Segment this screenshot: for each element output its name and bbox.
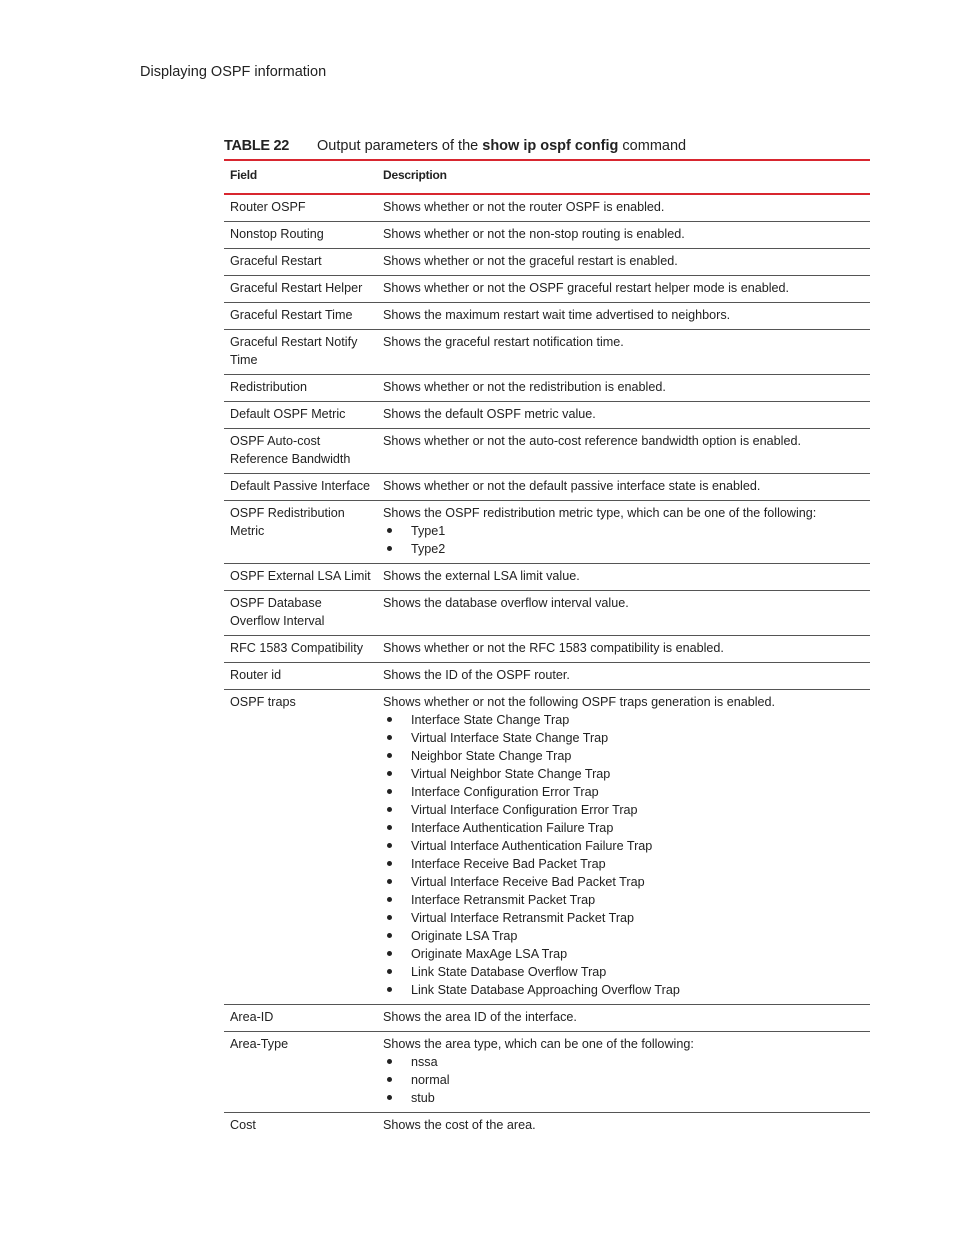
description-cell: [377, 375, 870, 402]
field-cell: Default OSPF Metric: [224, 402, 377, 429]
table-row: [224, 276, 870, 303]
table-row: [224, 474, 870, 501]
table-row: [224, 690, 870, 1005]
table-title-command: show ip ospf config: [482, 138, 619, 154]
bullet-item: Virtual Interface Configuration Error Trap: [383, 801, 864, 819]
description-text: Shows whether or not the non-stop routing is enabled.: [383, 227, 685, 241]
field-cell: OSPF Database Overflow Interval: [224, 591, 377, 636]
table-row: [224, 591, 870, 636]
description-text: Shows whether or not the redistribution is enabled.: [383, 380, 666, 394]
field-cell: Default Passive Interface: [224, 474, 377, 501]
description-cell: [377, 303, 870, 330]
bullet-item: Virtual Interface Authentication Failure Trap: [383, 837, 864, 855]
description-text: Shows whether or not the following OSPF traps generation is enabled.: [383, 695, 776, 709]
field-cell: Nonstop Routing: [224, 222, 377, 249]
description-text: Shows the area ID of the interface.: [383, 1010, 577, 1024]
bullet-item: Neighbor State Change Trap: [383, 747, 864, 765]
bullet-item: Interface Retransmit Packet Trap: [383, 891, 864, 909]
field-cell: Redistribution: [224, 375, 377, 402]
bullet-item: nssa: [383, 1053, 864, 1071]
field-cell: Graceful Restart Time: [224, 303, 377, 330]
bullet-item: Link State Database Overflow Trap: [383, 963, 864, 981]
field-cell: Graceful Restart Helper: [224, 276, 377, 303]
table-caption: [224, 138, 686, 154]
description-cell: [377, 429, 870, 474]
bullet-item: Virtual Interface Retransmit Packet Trap: [383, 909, 864, 927]
field-cell: Area-Type: [224, 1032, 377, 1113]
description-cell: [377, 474, 870, 501]
description-cell: [377, 222, 870, 249]
table-row: [224, 501, 870, 564]
table-header-row: [224, 160, 870, 194]
bullet-item: Interface Authentication Failure Trap: [383, 819, 864, 837]
description-cell: [377, 663, 870, 690]
description-text: Shows whether or not the RFC 1583 compatibility is enabled.: [383, 641, 724, 655]
description-cell: [377, 249, 870, 276]
column-header-description: Description: [377, 160, 870, 194]
bullet-item: Interface State Change Trap: [383, 711, 864, 729]
table-row: [224, 1113, 870, 1140]
description-text: Shows the area type, which can be one of the following:: [383, 1037, 694, 1051]
table-row: [224, 249, 870, 276]
field-cell: OSPF Redistribution Metric: [224, 501, 377, 564]
field-cell: OSPF Auto-cost Reference Bandwidth: [224, 429, 377, 474]
description-cell: [377, 1005, 870, 1032]
description-text: Shows the maximum restart wait time advertised to neighbors.: [383, 308, 731, 322]
description-text: Shows whether or not the OSPF graceful restart helper mode is enabled.: [383, 281, 790, 295]
description-cell: [377, 501, 870, 564]
table-title: [317, 138, 686, 154]
bullet-list: [383, 711, 864, 999]
description-text: Shows the OSPF redistribution metric type, which can be one of the following:: [383, 506, 817, 520]
description-cell: [377, 690, 870, 1005]
bullet-item: Originate MaxAge LSA Trap: [383, 945, 864, 963]
description-text: Shows the default OSPF metric value.: [383, 407, 596, 421]
table-row: [224, 194, 870, 222]
bullet-item: Interface Configuration Error Trap: [383, 783, 864, 801]
description-cell: [377, 194, 870, 222]
bullet-list: [383, 1053, 864, 1107]
description-cell: [377, 330, 870, 375]
bullet-item: stub: [383, 1089, 864, 1107]
description-text: Shows whether or not the graceful restart is enabled.: [383, 254, 678, 268]
description-cell: [377, 276, 870, 303]
table-title-post: command: [622, 138, 687, 154]
bullet-item: Interface Receive Bad Packet Trap: [383, 855, 864, 873]
description-text: Shows the ID of the OSPF router.: [383, 668, 570, 682]
field-cell: Graceful Restart: [224, 249, 377, 276]
bullet-item: normal: [383, 1071, 864, 1089]
running-head: Displaying OSPF information: [140, 64, 327, 80]
table-title-pre: Output parameters of the: [317, 138, 479, 154]
field-cell: Graceful Restart Notify Time: [224, 330, 377, 375]
field-cell: Router id: [224, 663, 377, 690]
table-row: [224, 1032, 870, 1113]
field-cell: Router OSPF: [224, 194, 377, 222]
table-row: [224, 330, 870, 375]
bullet-item: Virtual Neighbor State Change Trap: [383, 765, 864, 783]
field-cell: Area-ID: [224, 1005, 377, 1032]
field-cell: OSPF External LSA Limit: [224, 564, 377, 591]
description-text: Shows whether or not the router OSPF is enabled.: [383, 200, 665, 214]
table-row: [224, 402, 870, 429]
description-cell: [377, 1113, 870, 1140]
table-row: [224, 429, 870, 474]
table-row: [224, 375, 870, 402]
table-row: [224, 303, 870, 330]
bullet-item: Originate LSA Trap: [383, 927, 864, 945]
bullet-list: [383, 522, 864, 558]
description-text: Shows the graceful restart notification time.: [383, 335, 624, 349]
table-row: [224, 564, 870, 591]
description-text: Shows the cost of the area.: [383, 1118, 536, 1132]
description-text: Shows the database overflow interval value.: [383, 596, 629, 610]
description-cell: [377, 1032, 870, 1113]
field-cell: Cost: [230, 1118, 256, 1132]
bullet-item: Virtual Interface State Change Trap: [383, 729, 864, 747]
description-cell: [377, 402, 870, 429]
description-cell: [377, 636, 870, 663]
parameters-table: [224, 159, 870, 1139]
table-row: [224, 636, 870, 663]
bullet-item: Virtual Interface Receive Bad Packet Trap: [383, 873, 864, 891]
description-text: Shows whether or not the default passive interface state is enabled.: [383, 479, 761, 493]
table-row: [224, 663, 870, 690]
description-cell: [377, 564, 870, 591]
table-row: [224, 222, 870, 249]
column-header-field: Field: [224, 160, 377, 194]
table-label: TABLE 22: [224, 138, 290, 154]
table-body: [224, 194, 870, 1139]
field-cell: OSPF traps: [224, 690, 377, 1005]
field-cell: RFC 1583 Compatibility: [224, 636, 377, 663]
description-text: Shows the external LSA limit value.: [383, 569, 580, 583]
bullet-item: Link State Database Approaching Overflow Trap: [383, 981, 864, 999]
table-row: [224, 1005, 870, 1032]
bullet-item: Type1: [383, 522, 864, 540]
description-text: Shows whether or not the auto-cost reference bandwidth option is enabled.: [383, 434, 801, 448]
bullet-item: Type2: [383, 540, 864, 558]
description-cell: [377, 591, 870, 636]
